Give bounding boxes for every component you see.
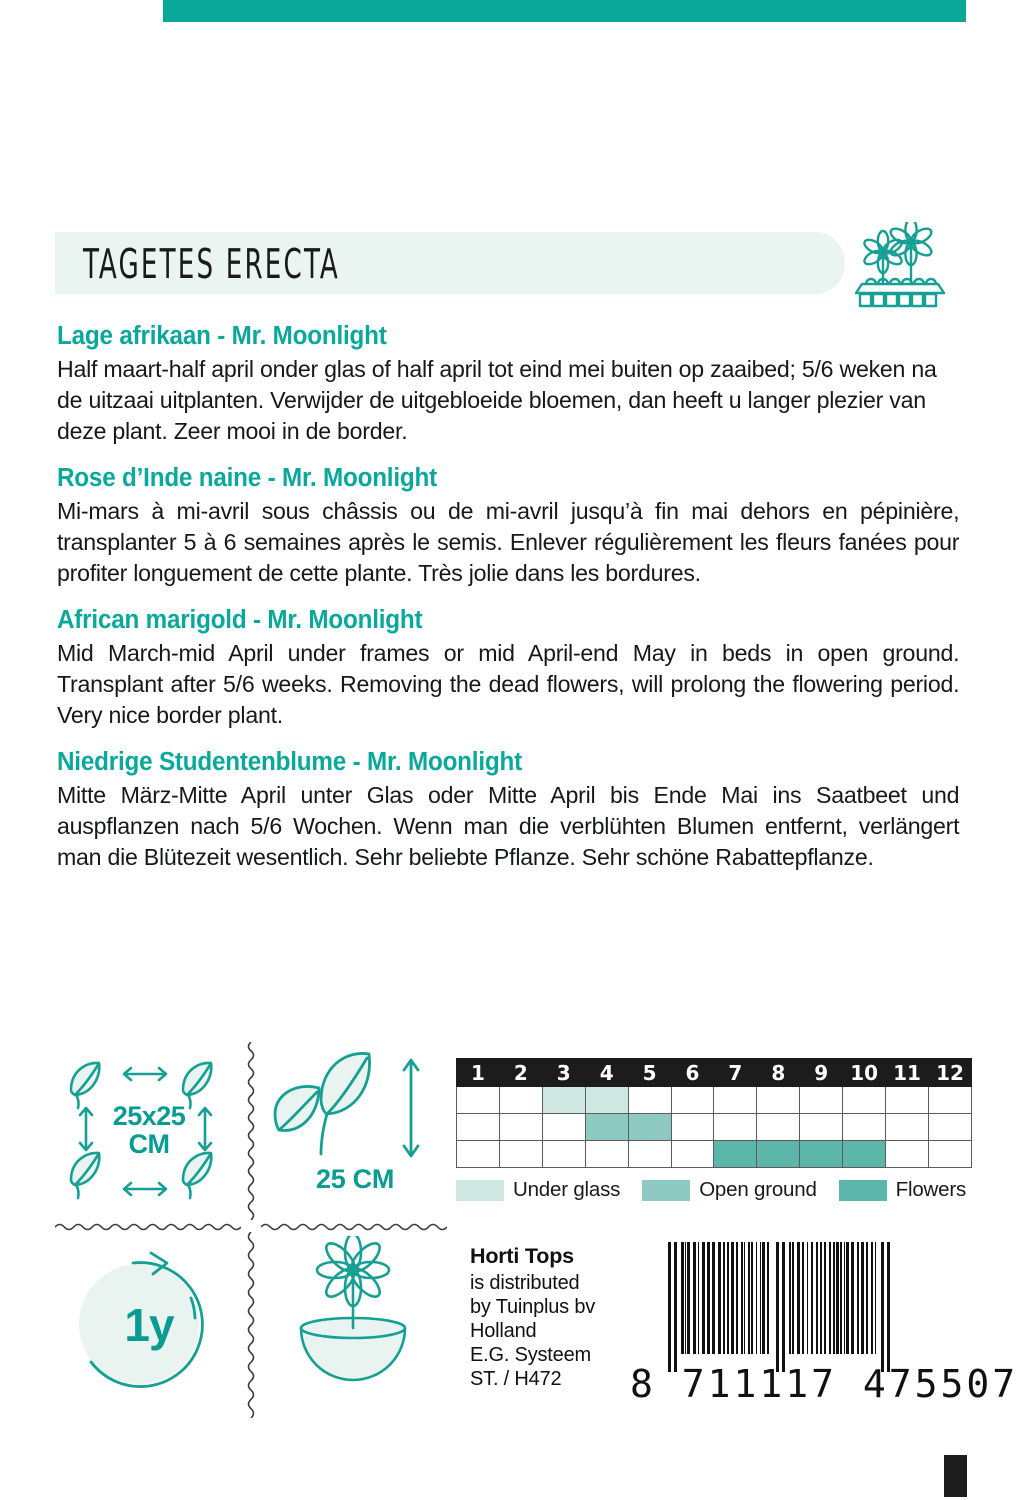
calendar-cell-r2-m4 xyxy=(585,1114,628,1141)
calendar-cell-r3-m10 xyxy=(843,1141,886,1168)
calendar-month-4: 4 xyxy=(585,1059,628,1087)
wavy-divider-v-bottom xyxy=(245,1232,257,1418)
calendar-cell-r3-m4 xyxy=(585,1141,628,1168)
page-title-band xyxy=(55,232,845,294)
spacing-label-line1: 25x25 xyxy=(112,1101,186,1131)
calendar-cell-r3-m3 xyxy=(542,1141,585,1168)
calendar-cell-r1-m5 xyxy=(628,1087,671,1114)
distributor-name: Horti Tops xyxy=(470,1244,574,1268)
language-block-en xyxy=(57,606,973,731)
legend-item-open-ground xyxy=(642,1178,838,1202)
calendar-month-5: 5 xyxy=(628,1059,671,1087)
legend-item-flowers xyxy=(839,1178,988,1202)
language-block-de xyxy=(57,748,973,873)
calendar-month-6: 6 xyxy=(671,1059,714,1087)
barcode-digits: 8 711117 475507 xyxy=(630,1362,1019,1406)
heading-de: Niedrige Studentenblume - Mr. Moonlight xyxy=(57,748,522,777)
heading-en: African marigold - Mr. Moonlight xyxy=(57,606,423,635)
calendar-cell-r1-m3 xyxy=(542,1087,585,1114)
calendar-cell-r3-m2 xyxy=(499,1141,542,1168)
language-block-fr xyxy=(57,464,973,589)
description-blocks xyxy=(57,322,973,890)
bottom-black-mark xyxy=(944,1455,967,1497)
distributor-line-3: Holland xyxy=(470,1319,537,1342)
wavy-divider-h-right xyxy=(261,1220,447,1232)
calendar-cell-r1-m1 xyxy=(457,1087,500,1114)
barcode xyxy=(630,1242,1019,1407)
language-block-nl xyxy=(57,322,973,447)
body-en: Mid March-mid April under frames or mid April-end May in beds in open ground. Transplant after 5/6 weeks. Removing the dead flowers, will prolong the flowering period. Very nice border plant. xyxy=(57,640,960,729)
legend-label: Open ground xyxy=(699,1178,817,1201)
calendar-cell-r3-m8 xyxy=(757,1141,800,1168)
sowing-calendar xyxy=(456,1058,972,1168)
calendar-cell-r1-m12 xyxy=(928,1087,971,1114)
top-teal-bar xyxy=(163,0,966,22)
calendar-cell-r1-m4 xyxy=(585,1087,628,1114)
body-de: Mitte März-Mitte April unter Glas oder Mitte April bis Ende Mai ins Saatbeet und auspflanzen nach 5/6 Wochen. Wenn man die verblühten Blumen entfernt, verlängert man die Blütezeit wesentlich. Sehr beliebte Pflanze. Sehr schöne Rabattepflanze. xyxy=(57,782,960,871)
bottom-info-panel xyxy=(0,1046,1029,1446)
calendar-row-open-ground xyxy=(457,1114,972,1141)
calendar-cell-r1-m11 xyxy=(886,1087,929,1114)
flowers-in-tray-icon xyxy=(852,222,962,312)
calendar-cell-r3-m12 xyxy=(928,1141,971,1168)
calendar-cell-r2-m7 xyxy=(714,1114,757,1141)
legend-swatch xyxy=(839,1180,887,1201)
spacing-label-line2: CM xyxy=(128,1129,170,1160)
distributor-line-1: is distributed xyxy=(470,1271,580,1294)
distributor-line-2: by Tuinplus bv xyxy=(470,1295,596,1318)
wavy-divider-v-top xyxy=(245,1042,257,1220)
legend-label: Under glass xyxy=(513,1178,621,1201)
height-label: 25 CM xyxy=(315,1164,395,1194)
heading-nl: Lage afrikaan - Mr. Moonlight xyxy=(57,322,387,350)
calendar-cell-r3-m5 xyxy=(628,1141,671,1168)
calendar-cell-r2-m8 xyxy=(757,1114,800,1141)
calendar-month-3: 3 xyxy=(542,1059,585,1087)
calendar-cell-r3-m9 xyxy=(800,1141,843,1168)
calendar-row-flowers xyxy=(457,1141,972,1168)
page-title: TAGETES ERECTA xyxy=(83,238,340,288)
body-nl: Half maart-half april onder glas of half april tot eind mei buiten op zaaibed; 5/6 weken na de uitzaai uitplanten. Verwijder de uitgebloeide bloemen, dan heeft u langer plezier van deze plant. Zeer mooi in de border. xyxy=(57,356,937,445)
calendar-cell-r2-m9 xyxy=(800,1114,843,1141)
calendar-month-11: 11 xyxy=(886,1059,929,1087)
plant-spacing-icon xyxy=(55,1046,243,1216)
calendar-month-header xyxy=(457,1059,972,1087)
calendar-cell-r1-m7 xyxy=(714,1087,757,1114)
calendar-month-8: 8 xyxy=(757,1059,800,1087)
legend-label: Flowers xyxy=(895,1178,967,1201)
calendar-cell-r3-m1 xyxy=(457,1141,500,1168)
sowing-calendar-table xyxy=(456,1058,972,1168)
legend-swatch xyxy=(456,1180,504,1201)
barcode-bars xyxy=(668,1242,968,1372)
calendar-legend xyxy=(456,1178,976,1202)
calendar-cell-r2-m11 xyxy=(886,1114,929,1141)
calendar-cell-r1-m8 xyxy=(757,1087,800,1114)
calendar-month-1: 1 xyxy=(457,1059,500,1087)
calendar-cell-r1-m2 xyxy=(499,1087,542,1114)
annual-cycle-icon xyxy=(55,1236,243,1416)
calendar-month-10: 10 xyxy=(843,1059,886,1087)
calendar-row-under-glass xyxy=(457,1087,972,1114)
growing-icons-grid xyxy=(55,1046,445,1418)
calendar-cell-r1-m6 xyxy=(671,1087,714,1114)
calendar-cell-r1-m10 xyxy=(843,1087,886,1114)
legend-item-under-glass xyxy=(456,1178,642,1202)
plant-height-icon xyxy=(261,1046,449,1216)
heading-fr: Rose d’Inde naine - Mr. Moonlight xyxy=(57,464,437,493)
calendar-cell-r2-m3 xyxy=(542,1114,585,1141)
body-fr: Mi-mars à mi-avril sous châssis ou de mi-avril jusqu’à fin mai dehors en pépinière, transplanter 5 à 6 semaines après le semis. Enlever régulièrement les fleurs fanées pour profiter longuement de cette plante. Très jolie dans les bordures. xyxy=(57,498,960,587)
lifecycle-label: 1y xyxy=(124,1299,174,1351)
distributor-info xyxy=(470,1244,595,1391)
calendar-month-2: 2 xyxy=(499,1059,542,1087)
calendar-cell-r2-m5 xyxy=(628,1114,671,1141)
calendar-cell-r3-m11 xyxy=(886,1141,929,1168)
calendar-cell-r2-m1 xyxy=(457,1114,500,1141)
legend-swatch xyxy=(642,1180,690,1201)
calendar-month-12: 12 xyxy=(928,1059,971,1087)
calendar-cell-r2-m6 xyxy=(671,1114,714,1141)
calendar-month-7: 7 xyxy=(714,1059,757,1087)
calendar-cell-r1-m9 xyxy=(800,1087,843,1114)
calendar-cell-r3-m6 xyxy=(671,1141,714,1168)
wavy-divider-h-left xyxy=(55,1220,241,1232)
calendar-cell-r2-m10 xyxy=(843,1114,886,1141)
calendar-cell-r2-m2 xyxy=(499,1114,542,1141)
potted-flower-icon xyxy=(261,1236,449,1416)
barcode-bar xyxy=(887,1242,890,1372)
calendar-cell-r3-m7 xyxy=(714,1141,757,1168)
calendar-month-9: 9 xyxy=(800,1059,843,1087)
distributor-line-4: E.G. Systeem xyxy=(470,1343,591,1366)
distributor-line-5: ST. / H472 xyxy=(470,1367,562,1390)
calendar-cell-r2-m12 xyxy=(928,1114,971,1141)
